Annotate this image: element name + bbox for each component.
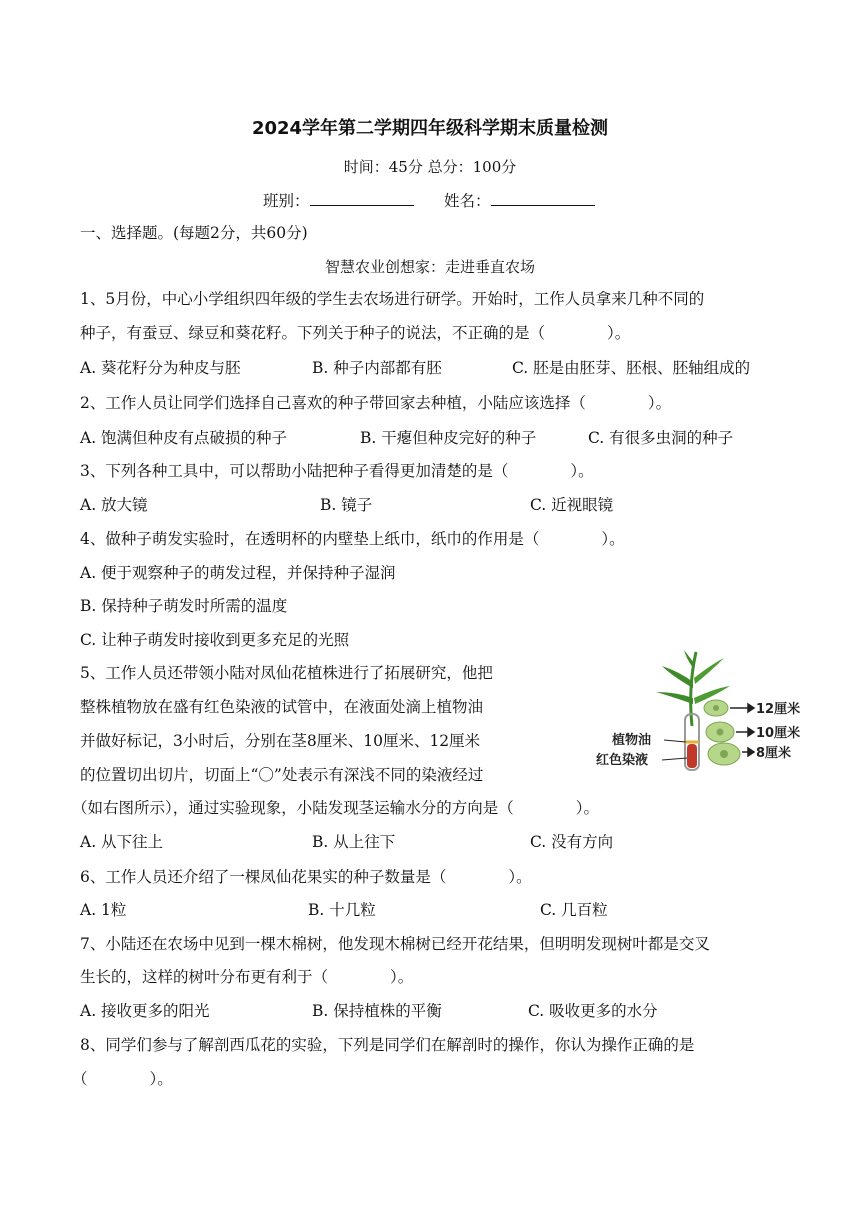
section-heading: 一、选择题。(每题2分，共60分) — [80, 224, 308, 242]
q1-line-1: 1、5月份，中心小学组织四年级的学生去农场进行研学。开始时，工作人员拿来几种不同的 — [80, 290, 705, 308]
exam-title: 2024学年第二学期四年级科学期末质量检测 — [251, 118, 609, 139]
q1-line-2: 种子，有蚕豆、绿豆和葵花籽。下列关于种子的说法，不正确的是（ ）。 — [80, 324, 631, 342]
q5-option-b[interactable]: B. 从上往下 — [312, 833, 396, 851]
q4-option-a[interactable]: A. 便于观察种子的萌发过程，并保持种子湿润 — [80, 564, 396, 582]
name-field[interactable] — [444, 189, 595, 212]
q4-line-1: 4、做种子萌发实验时，在透明杯的内壁垫上纸巾，纸巾的作用是（ ）。 — [80, 530, 625, 548]
label-12cm: 12厘米 — [756, 702, 801, 717]
stem-dye-figure — [592, 648, 828, 772]
q5-option-a[interactable]: A. 从下往上 — [80, 833, 164, 851]
class-blank[interactable] — [310, 189, 414, 206]
time-score: 时间：45分 总分：100分 — [343, 158, 517, 176]
class-field[interactable] — [263, 189, 414, 212]
q7-line-2: 生长的，这样的树叶分布更有利于（ ）。 — [80, 968, 414, 986]
q3-option-a[interactable]: A. 放大镜 — [80, 496, 148, 514]
name-label: 姓名： — [444, 192, 491, 210]
q4-option-b[interactable]: B. 保持种子萌发时所需的温度 — [80, 597, 288, 615]
q5-line-3: 并做好标记，3小时后，分别在茎8厘米、10厘米、12厘米 — [80, 732, 481, 750]
q6-line-1: 6、工作人员还介绍了一棵凤仙花果实的种子数量是（ ）。 — [80, 868, 532, 886]
q3-option-b[interactable]: B. 镜子 — [320, 496, 373, 514]
label-8cm: 8厘米 — [756, 746, 792, 761]
q6-option-b[interactable]: B. 十几粒 — [308, 901, 376, 919]
q7-option-c[interactable]: C. 吸收更多的水分 — [528, 1002, 658, 1020]
q2-line-1: 2、工作人员让同学们选择自己喜欢的种子带回家去种植，小陆应该选择（ ）。 — [80, 394, 672, 412]
q2-option-c[interactable]: C. 有很多虫洞的种子 — [588, 429, 734, 447]
q7-line-1: 7、小陆还在农场中见到一棵木棉树，他发现木棉树已经开花结果，但明明发现树叶都是交叉 — [80, 935, 710, 953]
label-plant-oil: 植物油 — [612, 733, 652, 748]
q5-line-4: 的位置切出切片，切面上“〇”处表示有深浅不同的染液经过 — [80, 766, 484, 784]
q6-option-c[interactable]: C. 几百粒 — [540, 901, 608, 919]
q8-line-1: 8、同学们参与了解剖西瓜花的实验，下列是同学们在解剖时的操作，你认为操作正确的是 — [80, 1036, 695, 1054]
q1-option-b[interactable]: B. 种子内部都有胚 — [312, 359, 442, 377]
q1-option-c[interactable]: C. 胚是由胚芽、胚根、胚轴组成的 — [512, 359, 751, 377]
q5-option-c[interactable]: C. 没有方向 — [530, 833, 614, 851]
q8-line-2: （ ）。 — [72, 1070, 173, 1088]
q1-option-a[interactable]: A. 葵花籽分为种皮与胚 — [80, 359, 241, 377]
q2-option-a[interactable]: A. 饱满但种皮有点破损的种子 — [80, 429, 288, 447]
q6-option-a[interactable]: A. 1粒 — [80, 901, 127, 919]
section-theme: 智慧农业创想家：走进垂直农场 — [324, 258, 535, 276]
q5-line-2: 整株植物放在盛有红色染液的试管中，在液面处滴上植物油 — [80, 698, 484, 716]
q3-option-c[interactable]: C. 近视眼镜 — [530, 496, 614, 514]
class-label: 班别： — [263, 192, 310, 210]
q2-option-b[interactable]: B. 干瘪但种皮完好的种子 — [360, 429, 537, 447]
label-10cm: 10厘米 — [756, 726, 801, 741]
name-blank[interactable] — [491, 189, 595, 206]
label-red-dye: 红色染液 — [596, 753, 649, 768]
q3-line-1: 3、下列各种工具中，可以帮助小陆把种子看得更加清楚的是（ ）。 — [80, 462, 594, 480]
q7-option-b[interactable]: B. 保持植株的平衡 — [312, 1002, 442, 1020]
q5-line-5: （如右图所示），通过实验现象，小陆发现茎运输水分的方向是（ ）。 — [72, 799, 600, 817]
q4-option-c[interactable]: C. 让种子萌发时接收到更多充足的光照 — [80, 631, 350, 649]
q5-line-1: 5、工作人员还带领小陆对凤仙花植株进行了拓展研究，他把 — [80, 664, 493, 682]
q7-option-a[interactable]: A. 接收更多的阳光 — [80, 1002, 210, 1020]
